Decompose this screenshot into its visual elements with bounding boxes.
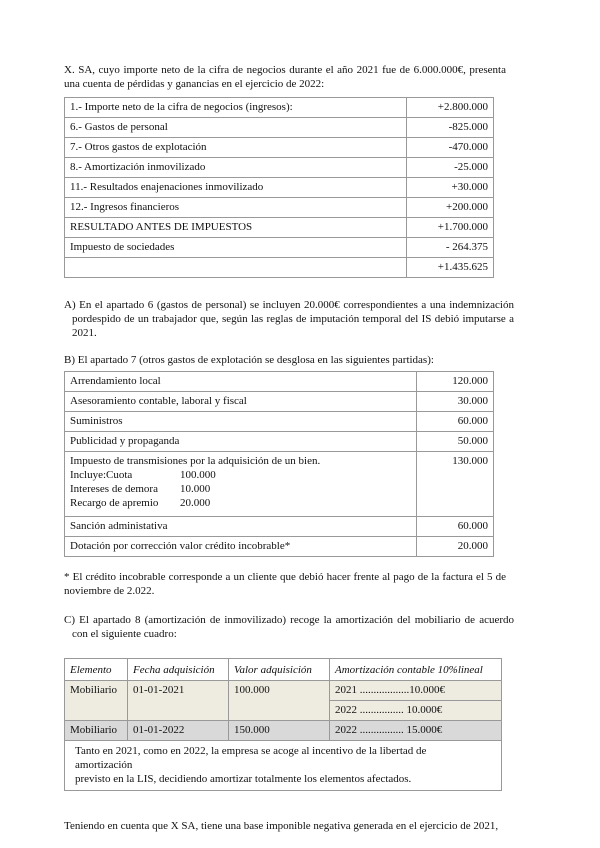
row-value: - 264.375: [407, 238, 494, 258]
row-value: 50.000: [417, 432, 494, 452]
cell-valor: 150.000: [229, 721, 330, 741]
table-row: [65, 138, 494, 158]
row-value: 120.000: [417, 372, 494, 392]
detail-value: 10.000: [180, 483, 211, 495]
row-label-text: Impuesto de transmisiones por la adquisición de un bien.: [70, 455, 321, 467]
note-line-2: previsto en la LIS, decidiendo amortizar totalmente los elementos afectados.: [75, 773, 412, 785]
section-c: C) El apartado 8 (amortización de inmovilizado) recoge la amortización del mobiliario de acuerdo con el siguiente cuadro:: [64, 614, 514, 640]
row-label: [65, 537, 417, 557]
header-amortizacion: Amortización contable 10%lineal: [330, 659, 502, 681]
row-value: -25.000: [407, 158, 494, 178]
header-fecha: Fecha adquisición: [128, 659, 229, 681]
table-row: [65, 158, 494, 178]
row-value: 60.000: [417, 412, 494, 432]
detail-label: Incluye:Cuota: [70, 469, 133, 481]
final-paragraph: Teniendo en cuenta que X SA, tiene una base imponible negativa generada en el ejercicio de 2021,: [64, 820, 499, 832]
table-header-row: [65, 659, 502, 681]
cell-fecha: 01-01-2022: [128, 721, 229, 741]
row-value: 130.000: [417, 452, 494, 517]
row-label: [65, 517, 417, 537]
row-label: [65, 258, 407, 278]
gastos-table: [64, 371, 494, 557]
row-label: 1.- Importe neto de la cifra de negocios (ingresos):: [65, 98, 407, 118]
footnote: * El crédito incobrable corresponde a un cliente que debió hacer frente al pago de la factura el 5 de noviembre de 2.022.: [64, 571, 506, 597]
row-value: +1.435.625: [407, 258, 494, 278]
table-row: [65, 238, 494, 258]
table-row: [65, 721, 502, 741]
table-row: [65, 218, 494, 238]
row-label: 6.- Gastos de personal: [65, 118, 407, 138]
cell-amort-2022: 2022 ................ 10.000€: [330, 701, 502, 721]
detail-value: 100.000: [180, 469, 216, 481]
row-value: +30.000: [407, 178, 494, 198]
row-label: [65, 392, 417, 412]
table-row: [65, 452, 494, 517]
row-label-text: Dotación por corrección valor crédito incobrable*: [70, 540, 291, 552]
table-row: [65, 258, 494, 278]
intro-paragraph: X. SA, cuyo importe neto de la cifra de negocios durante el año 2021 fue de 6.000.000€, presenta una cuenta de pérdidas y ganancias en el ejercicio de 2022:: [64, 64, 506, 90]
table-note-row: [65, 741, 502, 791]
table-row: [65, 372, 494, 392]
detail-label: Intereses de demora: [70, 483, 158, 495]
row-value: 20.000: [417, 537, 494, 557]
cell-amort-2022: 2022 ................ 15.000€: [330, 721, 502, 741]
table-row: [65, 537, 494, 557]
detail-line: [70, 482, 411, 496]
table-row: [65, 432, 494, 452]
pyg-table: [64, 97, 494, 278]
table-row: [65, 118, 494, 138]
detail-value: 20.000: [180, 497, 211, 509]
row-label: 7.- Otros gastos de explotación: [65, 138, 407, 158]
detail-line: [70, 468, 411, 482]
row-label: 11.- Resultados enajenaciones inmovilizado: [65, 178, 407, 198]
row-value: +200.000: [407, 198, 494, 218]
table-row: [65, 681, 502, 701]
row-label: Impuesto de sociedades: [65, 238, 407, 258]
header-valor: Valor adquisición: [229, 659, 330, 681]
row-label: 12.- Ingresos financieros: [65, 198, 407, 218]
table-row: [65, 412, 494, 432]
row-label: 8.- Amortización inmovilizado: [65, 158, 407, 178]
row-label-text: Publicidad y propaganda: [70, 435, 180, 447]
cell-valor: 100.000: [229, 681, 330, 721]
row-label: RESULTADO ANTES DE IMPUESTOS: [65, 218, 407, 238]
header-elemento: Elemento: [65, 659, 128, 681]
amortizacion-table: [64, 658, 502, 791]
row-label: [65, 452, 417, 517]
row-label: [65, 412, 417, 432]
row-value: +2.800.000: [407, 98, 494, 118]
cell-elemento: Mobiliario: [65, 721, 128, 741]
section-b: B) El apartado 7 (otros gastos de explotación se desglosa en las siguientes partidas):: [64, 354, 434, 366]
section-a: A) En el apartado 6 (gastos de personal) se incluyen 20.000€ correspondientes a una indemnización pordespido de un trabajador que, según las reglas de imputación temporal del IS debió imputarse a 2021.: [64, 299, 514, 339]
row-value: -470.000: [407, 138, 494, 158]
table-row: [65, 198, 494, 218]
cell-fecha: 01-01-2021: [128, 681, 229, 721]
table-row: [65, 517, 494, 537]
row-value: +1.700.000: [407, 218, 494, 238]
table-row: [65, 98, 494, 118]
table-row: [65, 178, 494, 198]
row-label-text: Suministros: [70, 415, 123, 427]
row-label-text: Arrendamiento local: [70, 375, 161, 387]
row-label-text: Asesoramiento contable, laboral y fiscal: [70, 395, 247, 407]
row-label: [65, 372, 417, 392]
cell-amort-2021: 2021 ..................10.000€: [330, 681, 502, 701]
cell-elemento: Mobiliario: [65, 681, 128, 721]
table-row: [65, 392, 494, 412]
detail-line: [70, 496, 411, 510]
row-value: -825.000: [407, 118, 494, 138]
note-line-1: Tanto en 2021, como en 2022, la empresa se acoge al incentivo de la libertad de amortización: [75, 745, 427, 771]
detail-label: Recargo de apremio: [70, 497, 159, 509]
row-value: 30.000: [417, 392, 494, 412]
row-label: [65, 432, 417, 452]
row-value: 60.000: [417, 517, 494, 537]
row-label-text: Sanción administativa: [70, 520, 168, 532]
